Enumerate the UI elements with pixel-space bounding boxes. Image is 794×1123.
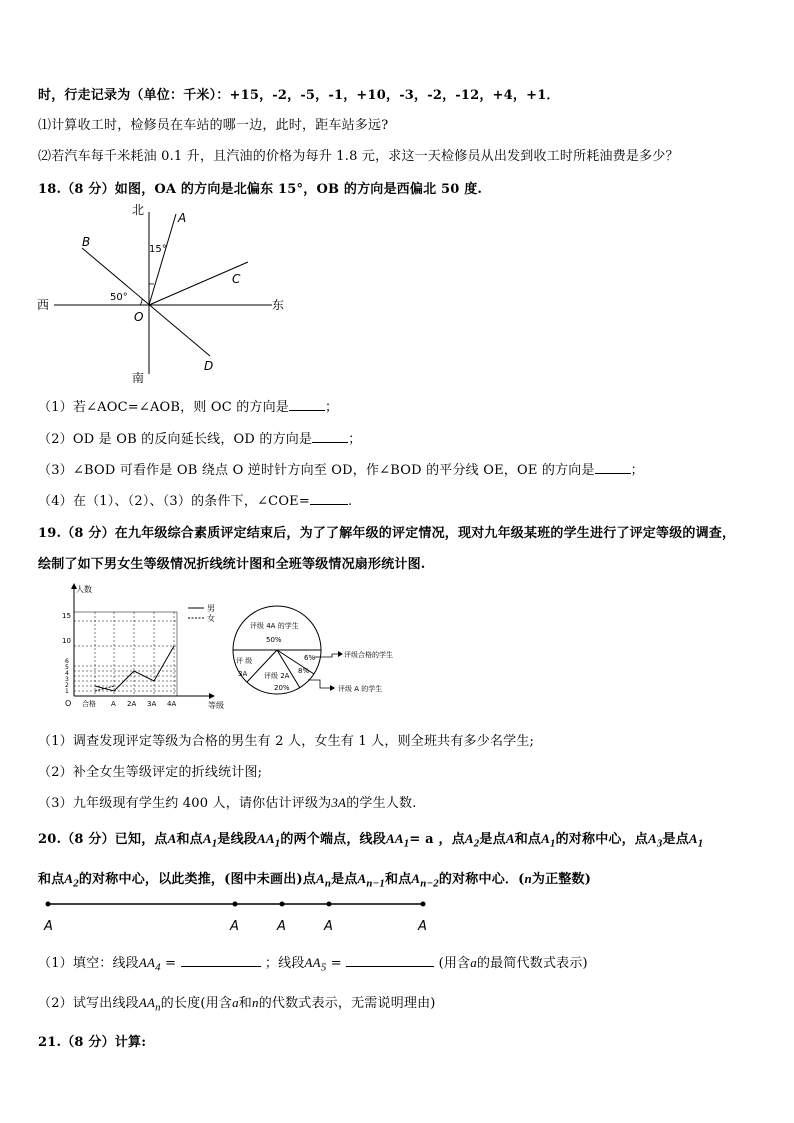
ytick-2: 2 xyxy=(65,682,69,689)
q18-part1: （1）若∠AOC=∠AOB，则 OC 的方向是 ； xyxy=(38,400,339,415)
pie-4a-pct: 50% xyxy=(266,636,282,644)
pie-3a-sub: 3A xyxy=(238,670,248,678)
q19-heading-1: 19.（8 分）在九年级综合素质评定结束后，为了了解年级的评定情况，现对九年级某班的学生进行了评定等级的调查， xyxy=(38,526,736,541)
q20-part1: （1）填空：线段$AA_4$ = ；线段$AA_5$ = (用含a的最简代数式表示) xyxy=(38,955,588,974)
pie-a-pct: 8% xyxy=(298,667,310,675)
q20-heading-2: 和点$A_2$的对称中心，以此类推，(图中未画出)点$A_n$是点$A_{n-1}$和点$A_{n-2}$的对称中心．(n为正整数) xyxy=(38,871,592,890)
seg-label-a: A xyxy=(44,919,53,934)
male-series-line xyxy=(95,646,174,691)
label-d: D xyxy=(204,359,214,373)
xtick-3a: 3A xyxy=(147,700,157,708)
point-a3 xyxy=(280,902,285,907)
point-a2 xyxy=(233,902,238,907)
pie-qualified-pct: 6% xyxy=(304,654,316,662)
pie-callout-a: 评级 A 的学生 xyxy=(338,685,383,693)
pie-callout-qualified: 评级合格的学生 xyxy=(344,651,393,659)
label-a: A xyxy=(178,211,187,225)
ytick-15: 15 xyxy=(62,612,71,620)
point-a1 xyxy=(421,902,426,907)
label-c: C xyxy=(232,272,241,286)
q17-line3: ⑵若汽车每千米耗油 0.1 升，且汽油的价格为每升 1.8 元，求这一天检修员从出发到收工时所耗油费是多少？ xyxy=(38,149,679,164)
seg-label-a2: A xyxy=(230,919,239,934)
ytick-1: 1 xyxy=(65,688,69,695)
q21-heading: 21.（8 分）计算: xyxy=(38,1035,147,1050)
line-chart-origin: O xyxy=(65,699,72,708)
q17-line2: ⑴计算收工时，检修员在车站的哪一边，此时，距车站多远? xyxy=(38,118,389,133)
legend-male: 男 xyxy=(207,604,215,613)
label-15deg: 15° xyxy=(149,244,167,255)
pie-2a-label: 评级 2A xyxy=(264,672,290,680)
q20-part2: （2）试写出线段$AA_n$的长度(用含a和n的代数式表示，无需说明理由) xyxy=(38,995,436,1014)
point-a4 xyxy=(327,902,332,907)
xtick-4a: 4A xyxy=(167,700,177,708)
label-east: 东 xyxy=(272,298,285,312)
label-south: 南 xyxy=(132,371,145,385)
ytick-5: 5 xyxy=(65,664,69,671)
seg-label-a4: A xyxy=(324,919,333,934)
line-chart xyxy=(62,582,242,712)
label-north: 北 xyxy=(132,203,145,217)
label-50deg: 50° xyxy=(110,292,128,303)
seg-label-a1: A xyxy=(418,919,427,934)
legend-female: 女 xyxy=(207,614,215,623)
xtick-qualified: 合格 xyxy=(82,700,96,708)
label-b: B xyxy=(82,235,91,249)
pie-2a-pct: 20% xyxy=(274,684,290,692)
ytick-10: 10 xyxy=(62,637,71,645)
q18-part4: （4）在（1）、（2）、（3）的条件下，∠COE= . xyxy=(38,494,353,509)
pie-3a-label: 评 级 xyxy=(236,657,253,665)
line-chart-ylabel: 人数 xyxy=(76,585,92,594)
q18-heading: 18.（8 分）如图，OA 的方向是北偏东 15°，OB 的方向是西偏北 50 度. xyxy=(38,182,483,197)
xtick-2a: 2A xyxy=(127,700,137,708)
ray-ob-od xyxy=(82,248,210,356)
xtick-a: A xyxy=(111,700,116,708)
q17-line1: 时，行走记录为（单位：千米）：+15，-2，-5，-1，+10，-3，-2，-12，+4，+1． xyxy=(38,88,560,103)
pie-chart xyxy=(232,600,412,710)
line-chart-xlabel: 等级 xyxy=(208,701,224,710)
point-a xyxy=(46,902,51,907)
q19-part1: （1）调查发现评定等级为合格的男生有 2 人，女生有 1 人，则全班共有多少名学生; xyxy=(38,734,535,749)
ytick-3: 3 xyxy=(65,676,69,683)
label-west: 西 xyxy=(37,298,50,312)
q18-part2: （2）OD 是 OB 的反向延长线，OD 的方向是 ； xyxy=(38,432,362,447)
direction-diagram xyxy=(34,204,294,384)
q19-part3: （3）九年级现有学生约 400 人，请你估计评级为3A的学生人数. xyxy=(38,795,417,811)
segment-diagram xyxy=(40,896,440,936)
q19-heading-2: 绘制了如下男女生等级情况折线统计图和全班等级情况扇形统计图. xyxy=(38,557,426,572)
q18-part3: （3）∠BOD 可看作是 OB 绕点 O 逆时针方向至 OD，作∠BOD 的平分线 OE，OE 的方向是 ； xyxy=(38,463,644,478)
ytick-6: 6 xyxy=(65,658,69,665)
pie-4a-label: 评级 4A 的学生 xyxy=(250,622,299,630)
label-o: O xyxy=(134,310,144,324)
ytick-4: 4 xyxy=(65,670,69,677)
ray-oa xyxy=(149,214,176,305)
q19-part2: （2）补全女生等级评定的折线统计图; xyxy=(38,765,263,780)
seg-label-a3: A xyxy=(277,919,286,934)
q20-heading-1: 20.（8 分）已知，点A和点$A_1$是线段$AA_1$的两个端点，线段$AA_1= a$ ，点$A_2$是点A和点$A_1$的对称中心，点$A_3$是点$A_1$ xyxy=(38,831,704,850)
